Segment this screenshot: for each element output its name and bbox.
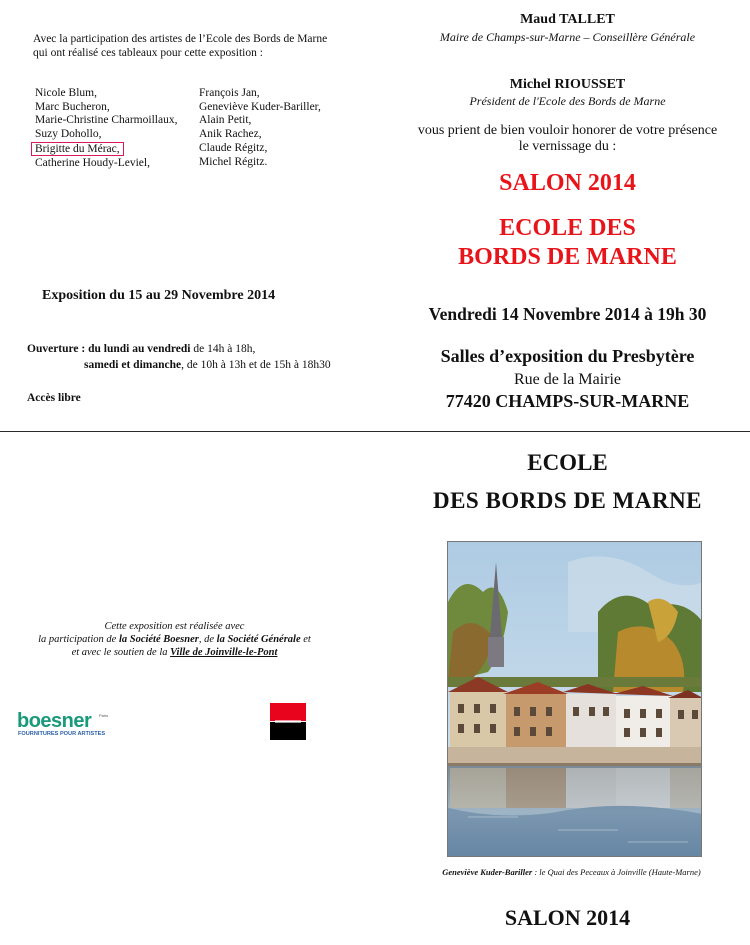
salon-heading: SALON 2014 — [499, 170, 636, 196]
access-info: Accès libre — [27, 392, 81, 404]
cover-title-line-1: ECOLE — [527, 450, 608, 475]
artist-name: Suzy Dohollo, — [35, 128, 102, 141]
sponsor-line-3 — [12, 646, 337, 659]
sponsor-boesner: la Société Boesner — [118, 634, 199, 645]
mayor-name: Maud TALLET — [520, 12, 615, 27]
artist-name: Michel Régitz. — [199, 155, 268, 168]
venue-street: Rue de la Mairie — [513, 371, 622, 388]
hours-weekday-times: de 14h à 18h, — [193, 343, 256, 355]
sg-red-square — [270, 703, 306, 721]
highlight-box: Brigitte du Mérac, — [31, 142, 124, 156]
sponsor-societe-generale: la Société Générale — [216, 634, 301, 645]
venue-city: 77420 CHAMPS-SUR-MARNE — [445, 391, 690, 411]
invite-line-2: le vernissage du : — [518, 138, 617, 154]
fold-divider — [0, 431, 750, 432]
sponsor-joinville: Ville de Joinville-le-Pont — [170, 647, 278, 658]
hours-weekday-days: du lundi au vendredi — [88, 343, 191, 355]
caption-artist: Geneviève Kuder-Bariller — [442, 867, 533, 877]
artist-name: Anik Rachez, — [199, 128, 262, 141]
boesner-wordmark: boesner — [17, 710, 92, 732]
societe-generale-logo — [270, 703, 306, 740]
ecole-line-1: ECOLE DES — [499, 215, 636, 241]
artist-name: Alain Petit, — [199, 114, 252, 127]
vernissage-date: Vendredi 14 Novembre 2014 à 19h 30 — [428, 304, 707, 324]
exposition-dates: Exposition du 15 au 29 Novembre 2014 — [42, 288, 276, 303]
sponsor-line-2 — [12, 633, 337, 646]
artist-name-highlighted — [35, 142, 205, 157]
artist-name: François Jan, — [199, 87, 260, 99]
artists-column-1 — [35, 87, 205, 170]
hours-row-weekday — [27, 341, 331, 357]
cover-title-line-2: DES BORDS DE MARNE — [432, 488, 703, 513]
invitation-text — [395, 123, 740, 154]
artist-name: Geneviève Kuder-Bariller, — [199, 100, 321, 113]
intro-line-1: Avec la participation des artistes de l’Ecole des Bords de Marne — [33, 33, 328, 45]
cover-salon-heading: SALON 2014 — [504, 905, 631, 930]
artist-name: Catherine Houdy-Leviel, — [35, 156, 150, 169]
president-name: Michel RIOUSSET — [509, 77, 626, 92]
artist-name: Nicole Blum, — [35, 87, 97, 99]
boesner-logo — [17, 708, 127, 740]
venue-name: Salles d’exposition du Presbytère — [440, 346, 695, 366]
intro-line-2: qui ont réalisé ces tableaux pour cette exposition : — [33, 47, 263, 59]
painting-illustration — [448, 542, 702, 857]
boesner-logo-graphic — [17, 708, 127, 740]
caption-title: : le Quai des Peceaux à Joinville (Haute-Marne) — [532, 867, 701, 877]
hours-weekend-days: samedi et dimanche — [84, 359, 182, 371]
hours-label: Ouverture : — [27, 343, 86, 355]
sponsor-text — [12, 620, 337, 659]
artist-name: Claude Régitz, — [199, 141, 268, 154]
sg-white-bar — [275, 720, 301, 722]
hours-weekend-times: de 10h à 13h et de 15h à 18h30 — [186, 359, 331, 371]
artist-name: Marc Bucheron, — [35, 100, 110, 113]
invite-line-1: vous prient de bien vouloir honorer de votre présence — [417, 123, 718, 138]
sg-black-square — [270, 722, 306, 740]
artists-column-2 — [199, 87, 374, 169]
intro-text — [33, 32, 363, 60]
sponsor-text-fragment: , de — [198, 634, 217, 645]
painting-image — [447, 541, 702, 857]
boesner-small-text: Paris — [99, 713, 109, 718]
boesner-tagline: FOURNITURES POUR ARTISTES — [18, 731, 106, 737]
hours-row-weekend: samedi et dimanche, de 10h à 13h et de 15h à 18h30 — [84, 359, 331, 371]
ecole-heading — [395, 214, 740, 272]
ecole-line-2: BORDS DE MARNE — [458, 244, 677, 270]
sponsor-text-fragment: et avec le soutien de la — [71, 647, 171, 658]
sponsor-line-1: Cette exposition est réalisée avec — [104, 621, 245, 632]
mayor-title: Maire de Champs-sur-Marne – Conseillère Générale — [439, 30, 696, 44]
sponsor-text-fragment: et — [300, 634, 311, 645]
opening-hours — [27, 341, 331, 373]
societe-generale-logo-graphic — [270, 703, 306, 740]
artist-name: Marie-Christine Charmoillaux, — [35, 114, 178, 127]
painting-caption — [403, 867, 740, 877]
sponsor-text-fragment: la participation de — [38, 634, 119, 645]
president-title: Président de l'Ecole des Bords de Marne — [469, 94, 666, 108]
